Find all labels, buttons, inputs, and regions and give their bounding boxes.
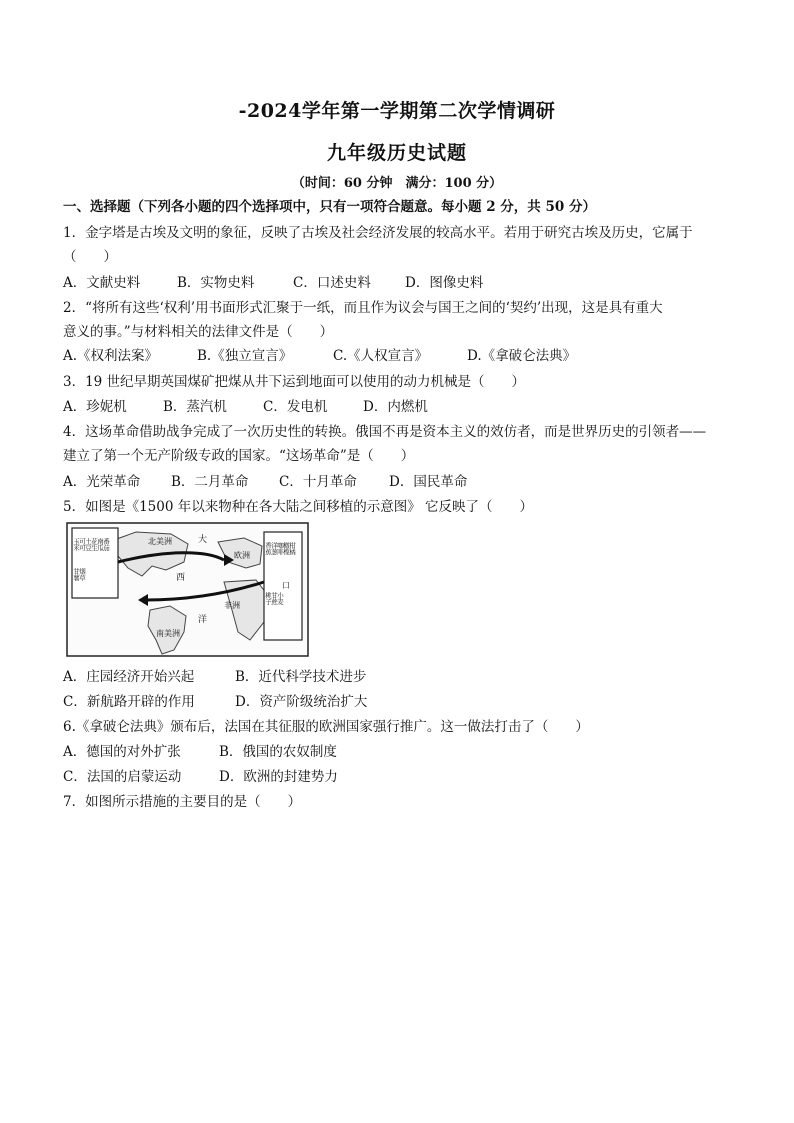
europe-marker: 口: [282, 581, 290, 590]
species-col: 桃子: [264, 592, 272, 605]
question-1-stem-cont: （ ）: [63, 249, 117, 265]
option-d: D．内燃机: [363, 399, 428, 415]
species-col: 柑橘: [288, 542, 296, 555]
question-7-stem: 7．如图所示措施的主要目的是（ ）: [63, 794, 302, 810]
question-5-options-row2: [63, 693, 367, 711]
option-b: B.《独立宣言》: [197, 348, 293, 364]
option-d: D．图像史料: [405, 275, 484, 291]
question-5-options-row1: [63, 668, 366, 686]
species-col: 可可: [78, 538, 86, 551]
ocean-char-2: 西: [176, 573, 186, 583]
question-1-options: [63, 274, 483, 292]
species-col: 番茄: [102, 538, 110, 551]
option-b: B．二月革命: [171, 474, 249, 490]
species-col: 咖啡: [276, 542, 284, 555]
option-a: A．庄园经济开始兴起: [63, 669, 195, 685]
south-america-label: 南美洲: [156, 629, 180, 638]
question-2-stem-cont: 意义的事。”与材料相关的法律文件是（ ）: [63, 324, 334, 340]
europe-label: 欧洲: [234, 551, 250, 560]
species-col: 甘蔗: [270, 592, 278, 605]
option-b: B．近代科学技术进步: [235, 669, 367, 685]
option-b: B．实物史料: [177, 275, 255, 291]
species-col: 烟草: [78, 568, 86, 581]
question-5-stem: 5．如图是《1500 年以来物种在各大陆之间移植的示意图》 它反映了（ ）: [63, 499, 534, 515]
species-col: 洋葱: [270, 542, 278, 555]
option-a: A．德国的对外扩张: [63, 744, 181, 760]
question-6-options-row1: [63, 743, 337, 761]
species-col: 花生: [90, 538, 98, 551]
section-heading: 一、选择题（下列各小题的四个选择项中，只有一项符合题意。每小题 2 分，共 50 分）: [63, 199, 596, 215]
question-2-options: [63, 347, 576, 365]
question-4-stem-cont: 建立了第一个无产阶级专政的国家。“这场革命”是（ ）: [63, 448, 415, 464]
species-migration-map: [66, 522, 309, 657]
north-america-label: 北美洲: [148, 537, 172, 546]
species-col: 玉米: [72, 538, 80, 551]
option-c: C．十月革命: [279, 474, 357, 490]
species-col: 香蕉: [264, 542, 272, 555]
question-6-options-row2: [63, 768, 338, 786]
option-c: C．发电机: [263, 399, 328, 415]
species-col: 土豆: [84, 538, 92, 551]
ocean-char-3: 洋: [198, 615, 208, 625]
option-b: B．蒸汽机: [163, 399, 227, 415]
question-3-options: [63, 398, 428, 416]
option-a: A．光荣革命: [63, 474, 141, 490]
option-d: D．欧洲的封建势力: [219, 769, 338, 785]
option-c: C.《人权宣言》: [333, 348, 429, 364]
option-c: C．新航路开辟的作用: [63, 694, 195, 710]
question-3-stem: 3．19 世纪早期英国煤矿把煤从井下运到地面可以使用的动力机械是（ ）: [63, 374, 526, 390]
exam-title: -2024学年第一学期第二次学情调研: [238, 100, 556, 122]
species-col: 甘薯: [72, 568, 80, 581]
question-4-stem: 4．这场革命借助战争完成了一次历史性的转换。俄国不再是资本主义的效仿者，而是世界历史的引领者——: [63, 424, 707, 440]
africa-label: 非洲: [224, 601, 240, 610]
question-6-stem: 6.《拿破仑法典》颁布后，法国在其征服的欧洲国家强行推广。这一做法打击了（ ）: [63, 719, 589, 735]
option-a: A．文献史料: [63, 275, 141, 291]
option-d: D．资产阶级统治扩大: [235, 694, 368, 710]
option-c: C．法国的启蒙运动: [63, 769, 182, 785]
question-1-stem: 1．金字塔是古埃及文明的象征，反映了古埃及社会经济发展的较高水平。若用于研究古埃及历史，它属于: [63, 225, 693, 241]
option-a: A.《权利法案》: [63, 348, 159, 364]
ocean-char-1: 大: [198, 535, 208, 545]
option-d: D.《拿破仑法典》: [467, 348, 577, 364]
question-4-options: [63, 473, 467, 491]
exam-info: （时间：60 分钟 满分：100 分）: [291, 176, 503, 191]
question-2-stem: 2．“将所有这些‘权利’用书面形式汇聚于一纸，而且作为议会与国王之间的‘契约’出现，这是具有重大: [63, 300, 663, 316]
option-b: B．俄国的农奴制度: [219, 744, 337, 760]
exam-subject: 九年级历史试题: [326, 142, 467, 164]
species-col: 小麦: [276, 592, 284, 605]
option-a: A．珍妮机: [63, 399, 127, 415]
species-col: 橄榄: [282, 542, 290, 555]
option-d: D．国民革命: [389, 474, 468, 490]
species-col: 南瓜: [96, 538, 104, 551]
option-c: C．口述史料: [293, 275, 371, 291]
